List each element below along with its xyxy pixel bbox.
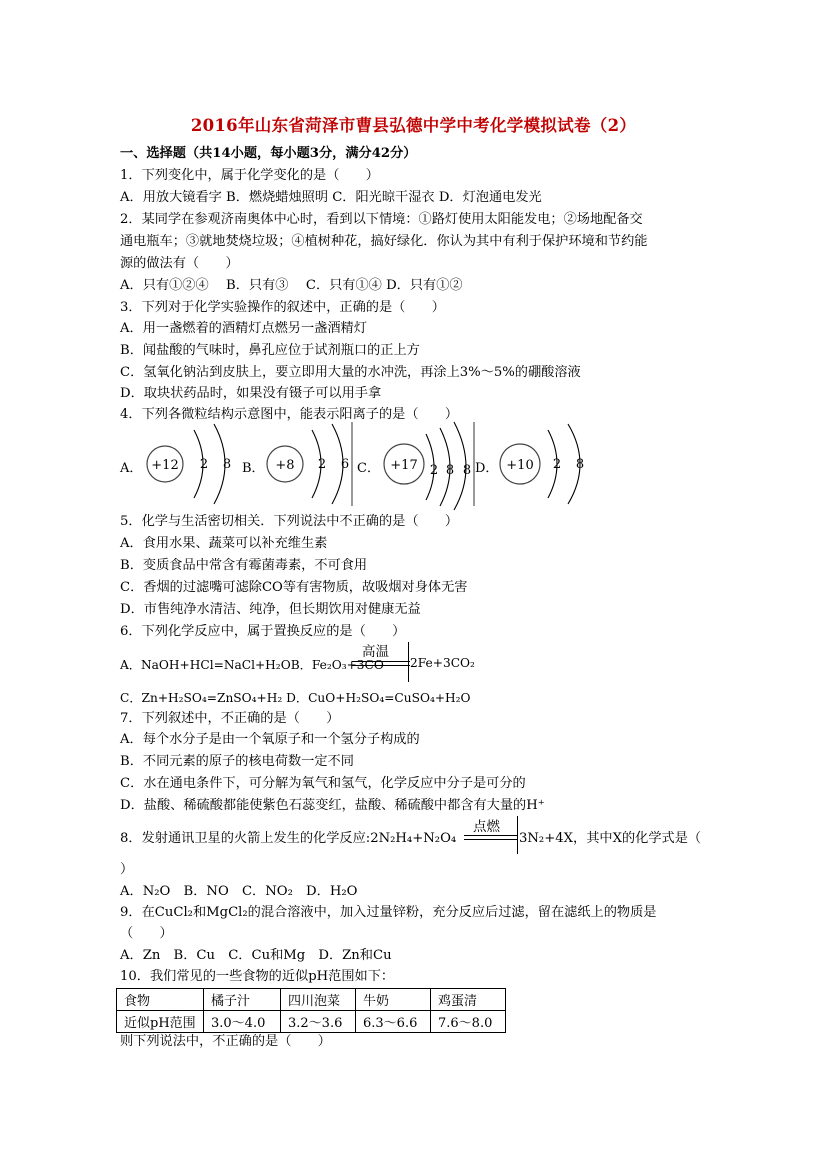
question-7-option-d: D．盐酸、稀硫酸都能使紫色石蕊变红，盐酸、稀硫酸中都含有大量的H⁺ [120, 798, 545, 813]
question-7-option-b: B．不同元素的原子的核电荷数一定不同 [120, 754, 354, 769]
question-4-diagrams [120, 420, 720, 512]
question-6-options-ab [120, 656, 384, 673]
question-6-option-b-products: 2Fe+3CO₂ [410, 656, 475, 670]
ph-table [116, 988, 506, 1033]
ph-table-header-cell: 四川泡菜 [281, 989, 356, 1011]
option-c-electrons-1: 2 [429, 463, 439, 478]
ph-table-header-row [117, 989, 506, 1011]
question-6-reaction-arrow [352, 661, 410, 666]
option-c-charge: +17 [390, 458, 418, 473]
option-b-electrons-2: 6 [340, 457, 350, 472]
ph-table-cell: 3.2～3.6 [281, 1011, 356, 1033]
atom-diagram-svg [120, 420, 720, 512]
question-7-option-c: C．水在通电条件下，可分解为氧气和氢气，化学反应中分子是可分的 [120, 776, 526, 791]
question-5-stem: 5．化学与生活密切相关．下列说法中不正确的是（ ） [120, 514, 459, 529]
question-9-stem: 9．在CuCl₂和MgCl₂的混合溶液中，加入过量锌粉，充分反应后过滤，留在滤纸上的物质是 [120, 905, 657, 920]
ph-table-header-cell: 牛奶 [356, 989, 431, 1011]
option-a-electrons-2: 8 [222, 457, 232, 472]
question-1-options: A．用放大镜看字 B．燃烧蜡烛照明 C．阳光晾干湿衣 D．灯泡通电发光 [120, 190, 542, 205]
ph-table-cell: 6.3～6.6 [356, 1011, 431, 1033]
question-6-option-b-reactants: B．Fe₂O₃+3CO [290, 658, 384, 672]
option-a-letter: A． [120, 461, 143, 476]
question-8-stem-reactants: 8．发射通讯卫星的火箭上发生的化学反应:2N₂H₄+N₂O₄ [120, 831, 457, 846]
question-6-divider [408, 642, 409, 682]
question-6-options-cd: C．Zn+H₂SO₄=ZnSO₄+H₂ D．CuO+H₂SO₄=CuSO₄+H₂O [120, 691, 471, 705]
question-3-option-a: A．用一盏燃着的酒精灯点燃另一盏酒精灯 [120, 321, 367, 336]
question-7-stem: 7．下列叙述中，不正确的是（ ） [120, 711, 340, 726]
question-4-stem: 4．下列各微粒结构示意图中，能表示阳离子的是（ ） [120, 407, 459, 422]
question-9-options: A．Zn B．Cu C．Cu和Mg D．Zn和Cu [120, 948, 392, 963]
option-c-electrons-3: 8 [462, 463, 472, 478]
section-heading: 一、选择题（共14小题，每小题3分，满分42分） [120, 146, 417, 161]
question-10-follow-up: 则下列说法中，不正确的是（ ） [120, 1034, 331, 1049]
question-6-option-a: A．NaOH+HCl=NaCl+H₂O [120, 658, 291, 672]
question-9-stem-continued: （ ） [120, 926, 173, 941]
ph-table-cell: 3.0～4.0 [204, 1011, 281, 1033]
question-3-option-b: B．闻盐酸的气味时，鼻孔应位于试剂瓶口的正上方 [120, 343, 420, 358]
question-8-options: A．N₂O B．NO C．NO₂ D．H₂O [120, 884, 358, 899]
question-2-stem-1: 2．某同学在参观济南奥体中心时，看到以下情境：①路灯使用太阳能发电；②场地配备交 [120, 212, 643, 227]
question-8-stem-continued: ） [120, 862, 134, 877]
ph-table-cell: 7.6～8.0 [431, 1011, 506, 1033]
question-5-option-d: D．市售纯净水清洁、纯净，但长期饮用对健康无益 [120, 602, 421, 617]
ph-table-header-cell: 鸡蛋清 [431, 989, 506, 1011]
ph-table-data-row [117, 1011, 506, 1033]
option-c-electrons-2: 8 [445, 463, 455, 478]
question-5-option-b: B．变质食品中常含有霉菌毒素，不可食用 [120, 558, 368, 573]
question-5-option-c: C．香烟的过滤嘴可滤除CO等有害物质，故吸烟对身体无害 [120, 580, 468, 595]
question-8-reaction-arrow [464, 835, 518, 840]
option-b-letter: B． [242, 461, 265, 476]
question-1-stem: 1．下列变化中，属于化学变化的是（ ） [120, 168, 379, 183]
ph-table-cell: 近似pH范围 [117, 1011, 204, 1033]
option-b-electrons-1: 2 [317, 457, 327, 472]
page-title: 2016年山东省菏泽市曹县弘德中学中考化学模拟试卷（2） [190, 116, 637, 135]
option-a-charge: +12 [151, 458, 179, 473]
option-d-electrons-1: 2 [552, 457, 562, 472]
option-d-charge: +10 [506, 458, 534, 473]
question-8-stem-products: 3N₂+4X，其中X的化学式是（ [519, 831, 702, 846]
question-8-condition: 点燃 [473, 819, 500, 835]
question-10-stem: 10．我们常见的一些食物的近似pH范围如下： [120, 969, 395, 984]
option-d-letter: D． [475, 461, 499, 476]
option-a-electrons-1: 2 [199, 457, 209, 472]
question-6-stem: 6．下列化学反应中，属于置换反应的是（ ） [120, 624, 406, 639]
question-3-option-d: D．取块状药品时，如果没有镊子可以用手拿 [120, 386, 382, 401]
question-2-options: A．只有①②④ B．只有③ C．只有①④ D．只有①② [120, 278, 463, 293]
question-7-option-a: A．每个水分子是由一个氧原子和一个氢分子构成的 [120, 732, 420, 747]
question-2-stem-2: 通电瓶车；③就地焚烧垃圾；④植树种花，搞好绿化．你认为其中有利于保护环境和节约能 [120, 234, 648, 249]
option-b-charge: +8 [275, 458, 295, 473]
question-8-divider [517, 816, 518, 854]
ph-table-header-cell: 食物 [117, 989, 204, 1011]
option-d-electrons-2: 8 [575, 457, 585, 472]
question-3-stem: 3．下列对于化学实验操作的叙述中，正确的是（ ） [120, 300, 445, 315]
question-6-condition: 高温 [362, 644, 389, 660]
question-2-stem-3: 源的做法有（ ） [120, 256, 239, 271]
question-5-option-a: A．食用水果、蔬菜可以补充维生素 [120, 536, 328, 551]
option-c-letter: C． [357, 461, 380, 476]
question-3-option-c: C．氢氧化钠沾到皮肤上，要立即用大量的水冲洗，再涂上3%～5%的硼酸溶液 [120, 365, 581, 380]
ph-table-header-cell: 橘子汁 [204, 989, 281, 1011]
